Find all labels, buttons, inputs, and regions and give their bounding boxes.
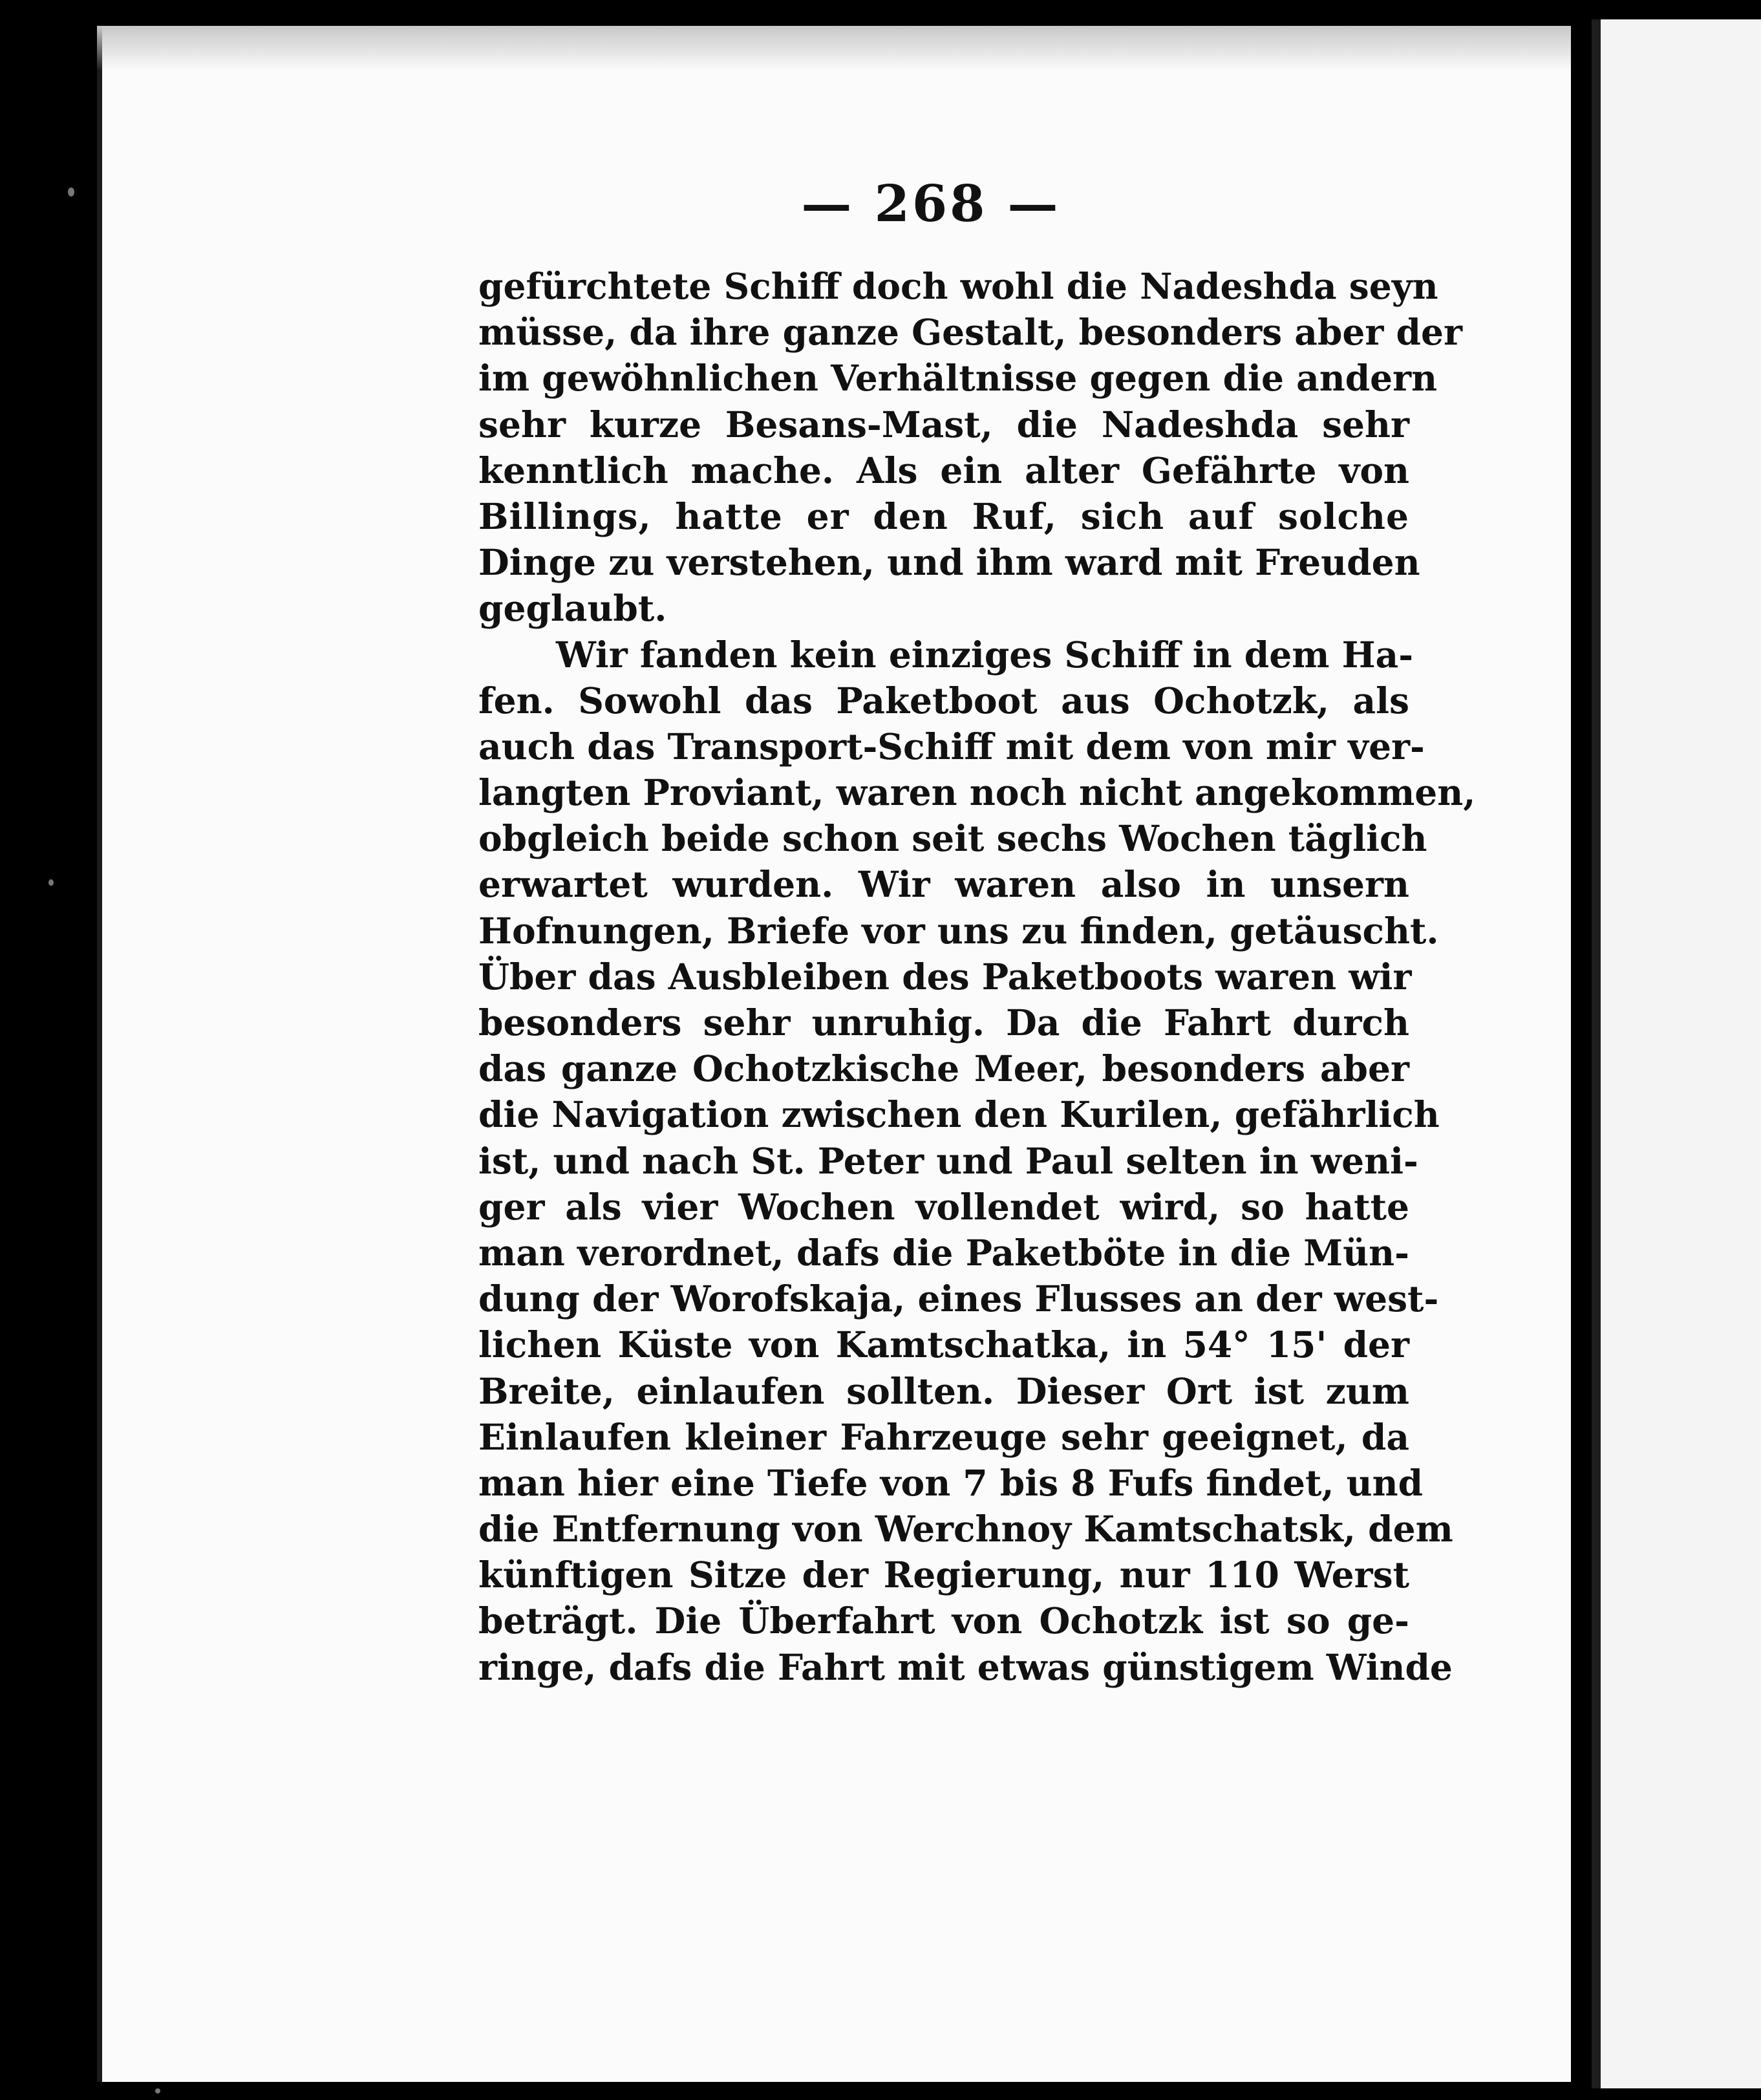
text-line: lichen Küste von Kamtschatka, in 54° 15' der (478, 1323, 1409, 1366)
adjacent-page-edge (1592, 19, 1761, 2088)
text-line: gefürchtete Schiff doch wohl die Nadeshda seyn (478, 265, 1438, 307)
text-line: künftigen Sitze der Regierung, nur 110 Werst (478, 1554, 1409, 1596)
text-line: ist, und nach St. Peter und Paul selten in weni- (478, 1139, 1418, 1182)
text-line: Hofnungen, Briefe vor uns zu finden, getäuscht. (478, 909, 1439, 952)
text-line: langten Proviant, waren noch nicht angekommen, (478, 771, 1476, 814)
text-line: das ganze Ochotzkische Meer, besonders aber (478, 1047, 1409, 1090)
body-text (478, 263, 1476, 1690)
text-line: besonders sehr unruhig. Da die Fahrt durch (478, 1002, 1409, 1044)
page-number-header: — 268 — (801, 175, 1061, 233)
text-line: beträgt. Die Überfahrt von Ochotzk ist so ge- (478, 1600, 1409, 1642)
text-line: die Entfernung von Werchnoy Kamtschatsk, dem (478, 1508, 1453, 1550)
text-line: müsse, da ihre ganze Gestalt, besonders aber der (478, 311, 1462, 354)
text-line: Billings, hatte er den Ruf, sich auf solche (478, 495, 1409, 537)
text-line: sehr kurze Besans-Mast, die Nadeshda sehr (478, 403, 1409, 445)
text-line: Dinge zu verstehen, und ihm ward mit Freuden (478, 541, 1420, 584)
scan-speck (48, 879, 54, 886)
text-line: man verordnet, dafs die Paketböte in die Mün- (478, 1231, 1409, 1274)
text-line: erwartet wurden. Wir waren also in unsern (478, 863, 1409, 906)
text-line: ringe, dafs die Fahrt mit etwas günstigem Winde (478, 1645, 1453, 1688)
scan-speck (68, 188, 74, 197)
page-edge-shadow (97, 26, 1571, 71)
text-line: kenntlich mache. Als ein alter Gefährte von (478, 449, 1409, 491)
text-line: dung der Worofskaja, eines Flusses an der west- (478, 1278, 1439, 1320)
text-line: Wir fanden kein einziges Schiff in dem Ha- (556, 633, 1414, 676)
scan-speck (155, 2088, 160, 2094)
text-line: obgleich beide schon seit sechs Wochen täglich (478, 817, 1427, 860)
text-line: Breite, einlaufen sollten. Dieser Ort ist zum (478, 1369, 1409, 1412)
text-line: im gewöhnlichen Verhältnisse gegen die andern (478, 357, 1438, 400)
text-line: auch das Transport-Schiff mit dem von mir ver- (478, 725, 1425, 767)
text-line: geglaubt. (478, 587, 667, 630)
binding-gutter (1571, 19, 1590, 2088)
text-line: fen. Sowohl das Paketboot aus Ochotzk, als (478, 679, 1409, 722)
text-line: ger als vier Wochen vollendet wird, so hatte (478, 1185, 1409, 1228)
text-line: man hier eine Tiefe von 7 bis 8 Fufs findet, und (478, 1461, 1424, 1504)
text-line: Einlaufen kleiner Fahrzeuge sehr geeignet, da (478, 1415, 1409, 1458)
text-line: die Navigation zwischen den Kurilen, gefährlich (478, 1093, 1440, 1136)
text-line: Über das Ausbleiben des Paketboots waren wir (478, 955, 1412, 998)
